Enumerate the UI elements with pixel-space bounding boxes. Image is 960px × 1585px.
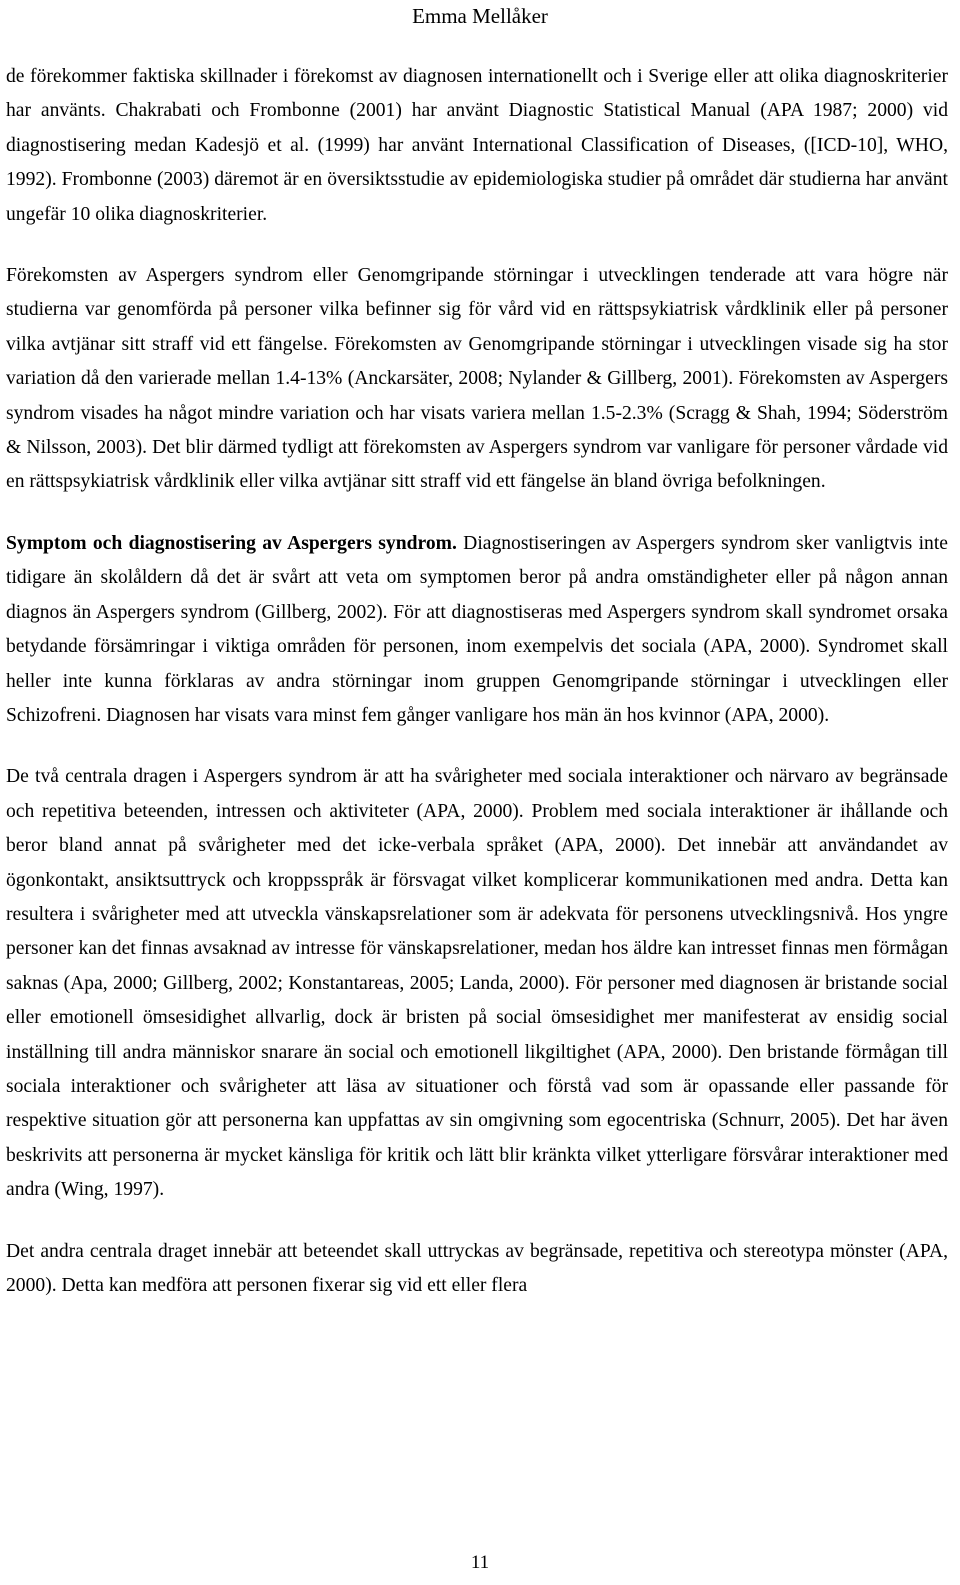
running-header-author: Emma Mellåker (412, 4, 548, 28)
paragraph-prevalence: Förekomsten av Aspergers syndrom eller Genomgripande störningar i utvecklingen tenderade att vara högre när studierna var genomförda på personer vilka befinner sig för vård vid en rättspsykiatrisk vårdklinik eller på personer vilka avtjänar sitt straff vid ett fängelse. Förekomsten av Genomgripande störningar i utvecklingen visade sig ha stor variation då den varierade mellan 1.4-13% (Anckarsäter, 2008; Nylander & Gillberg, 2001). Förekomsten av Aspergers syndrom visades ha något mindre variation och har visats variera mellan 1.5-2.3% (Scragg & Shah, 1994; Söderström & Nilsson, 2003). Det blir därmed tydligt att förekomsten av Aspergers syndrom var vanligare för personer vårdade vid en rättspsykiatrisk vårdklinik eller vilka avtjänar sitt straff vid ett fängelse än bland övriga befolkningen. (6, 265, 948, 493)
body-text (6, 60, 948, 1303)
paragraph-symptoms-diagnosis (6, 527, 948, 733)
paragraph-central-traits: De två centrala dragen i Aspergers syndrom är att ha svårigheter med sociala interaktioner och närvaro av begränsade och repetitiva beteenden, intressen och aktiviteter (APA, 2000). Problem med sociala interaktioner är ihållande och beror bland annat på svårigheter med det icke-verbala språket (APA, 2000). Det innebär att användandet av ögonkontakt, ansiktsuttryck och kroppsspråk är försvagat vilket komplicerar kommunikationen med andra. Detta kan resultera i svårigheter med att utveckla vänskapsrelationer som är adekvata för personens utvecklingsnivå. Hos yngre personer kan det finnas avsaknad av intresse för vänskapsrelationer, medan hos äldre kan intresset finnas men förmågan saknas (Apa, 2000; Gillberg, 2002; Konstantareas, 2005; Landa, 2000). För personer med diagnosen är bristande social eller emotionell ömsesidighet allvarlig, dock är bristen på social ömsesidighet mer manifesterat av ensidig social inställning till andra människor snarare än social och emotionell likgiltighet (APA, 2000). Den bristande förmågan till sociala interaktioner och svårigheter att läsa av situationer och förstå vad som är opassande eller passande för respektive situation gör att personerna kan uppfattas av sin omgivning som egocentriska (Schnurr, 2005). Det har även beskrivits att personerna är mycket känsliga för kritik och lätt blir kränkta vilket ytterligare försvårar interaktioner med andra (Wing, 1997). (6, 766, 948, 1201)
section-heading: Symptom och diagnostisering av Aspergers syndrom. (6, 532, 457, 554)
paragraph-second-trait: Det andra centrala draget innebär att beteendet skall uttryckas av begränsade, repetitiva och stereotypa mönster (APA, 2000). Detta kan medföra att personen fixerar sig vid ett eller flera (6, 1240, 948, 1296)
page-number: 11 (470, 1552, 490, 1573)
paragraph-diagnostic-criteria: de förekommer faktiska skillnader i förekomst av diagnosen internationellt och i Sverige eller att olika diagnoskriterier har använts. Chakrabati och Frombonne (2001) har använt Diagnostic Statistical Manual (APA 1987; 2000) vid diagnostisering medan Kadesjö et al. (1999) har använt International Classification of Diseases, ([ICD-10], WHO, 1992). Frombonne (2003) däremot är en översiktsstudie av epidemiologiska studier på området där studierna har använt ungefär 10 olika diagnoskriterier. (6, 66, 948, 225)
paragraph-text: Diagnostiseringen av Aspergers syndrom sker vanligtvis inte tidigare än skolåldern då det är svårt att veta om symptomen beror på andra omständigheter eller på någon annan diagnos än Aspergers syndrom (Gillberg, 2002). För att diagnostiseras med Aspergers syndrom skall syndromet orsaka betydande försämringar i viktiga områden för personen, inom exempelvis det sociala (APA, 2000). Syndromet skall heller inte kunna förklaras av andra störningar inom gruppen Genomgripande störningar i utvecklingen eller Schizofreni. Diagnosen har visats vara minst fem gånger vanligare hos män än hos kvinnor (APA, 2000). (6, 532, 948, 726)
